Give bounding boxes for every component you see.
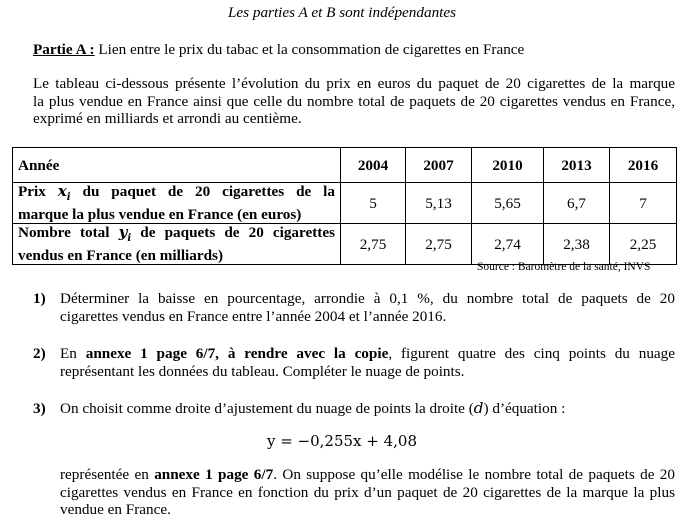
q3-pre: On choisit comme droite d’ajustement du nuage de points la droite ( bbox=[60, 400, 474, 417]
part-a-label: Partie A : bbox=[33, 41, 95, 58]
intro-line: exprimé en milliards et arrondi au centième. bbox=[33, 110, 302, 127]
count-value-cell: 2,38 bbox=[544, 224, 610, 265]
table-row bbox=[13, 183, 677, 224]
question-3-continuation bbox=[60, 466, 675, 519]
table-source: Source : Baromètre de la santé, INVS bbox=[477, 261, 651, 273]
price-value-cell: 5,13 bbox=[406, 183, 472, 224]
table-row bbox=[13, 224, 677, 265]
count-label-cell bbox=[13, 224, 341, 265]
question-line bbox=[60, 400, 675, 418]
q2-post: , figurent quatre des cinq points du nuage bbox=[388, 345, 675, 362]
question-text bbox=[60, 400, 675, 418]
intro-paragraph bbox=[33, 75, 675, 128]
var-sub-i: i bbox=[127, 233, 132, 245]
var-x: x bbox=[57, 182, 67, 200]
price-value-cell: 7 bbox=[610, 183, 677, 224]
question-line bbox=[60, 345, 675, 363]
table-row bbox=[13, 148, 677, 183]
price-label-post: du paquet de 20 cigarettes de la bbox=[70, 183, 335, 200]
q3-r1-pre: représentée en bbox=[60, 466, 155, 483]
question-1 bbox=[33, 290, 675, 330]
price-label-line1 bbox=[18, 183, 335, 206]
price-label-cell bbox=[13, 183, 341, 224]
price-value-cell: 5,65 bbox=[472, 183, 544, 224]
q3-r1-post: . On suppose qu’elle modélise le nombre total de paquets de 20 bbox=[273, 466, 675, 483]
count-value-cell: 2,75 bbox=[406, 224, 472, 265]
part-a-heading bbox=[33, 41, 524, 59]
count-value-cell: 2,25 bbox=[610, 224, 677, 265]
line-equation: y = −0,255x + 4,08 bbox=[266, 432, 418, 450]
question-line: vendue en France. bbox=[60, 501, 171, 518]
question-line bbox=[60, 466, 675, 484]
price-label-pre: Prix bbox=[18, 183, 58, 200]
var-d: d bbox=[473, 399, 484, 417]
question-2 bbox=[33, 345, 675, 385]
question-number: 1) bbox=[33, 290, 46, 307]
var-sub-i: i bbox=[66, 192, 71, 204]
price-value-cell: 5 bbox=[341, 183, 406, 224]
question-line: cigarettes vendus en France entre l’année 2004 et l’année 2016. bbox=[60, 307, 447, 325]
count-label-pre: Nombre total bbox=[18, 224, 119, 242]
year-cell: 2013 bbox=[544, 148, 610, 183]
question-line: cigarettes vendus en France en fonction du prix d’un paquet de 20 cigarettes de la marque la plus bbox=[60, 483, 675, 501]
count-value-cell: 2,74 bbox=[472, 224, 544, 265]
part-a-title: Lien entre le prix du tabac et la consommation de cigarettes en France bbox=[94, 41, 525, 58]
annex-reference: annexe 1 page 6/7, à rendre avec la copie bbox=[85, 345, 389, 362]
data-table bbox=[12, 147, 677, 265]
q3-post: ) d’équation : bbox=[483, 400, 566, 417]
question-line: Déterminer la baisse en pourcentage, arrondie à 0,1 %, du nombre total de paquets de 20 bbox=[60, 290, 675, 307]
count-value-cell: 2,75 bbox=[341, 224, 406, 265]
price-value-cell: 6,7 bbox=[544, 183, 610, 224]
q2-pre: En bbox=[60, 345, 86, 362]
price-label-line2: marque la plus vendue en France (en euros) bbox=[18, 206, 302, 224]
question-text bbox=[60, 290, 675, 325]
question-text bbox=[60, 345, 675, 380]
parts-independent-header: Les parties A et B sont indépendantes bbox=[227, 4, 457, 21]
annex-reference: annexe 1 page 6/7 bbox=[154, 466, 274, 483]
year-header-cell: Année bbox=[13, 148, 341, 183]
year-cell: 2010 bbox=[472, 148, 544, 183]
intro-line: la plus vendue en France ainsi que celle du nombre total de paquets de 20 cigarettes vendus en France, bbox=[33, 92, 675, 110]
question-number: 3) bbox=[33, 400, 46, 417]
year-cell: 2004 bbox=[341, 148, 406, 183]
question-line: représentant les données du tableau. Compléter le nuage de points. bbox=[60, 362, 465, 380]
intro-line: Le tableau ci-dessous présente l’évolution du prix en euros du paquet de 20 cigarettes de la marque bbox=[33, 75, 675, 92]
var-y: y bbox=[118, 223, 128, 242]
year-cell: 2007 bbox=[406, 148, 472, 183]
year-cell: 2016 bbox=[610, 148, 677, 183]
count-label-post: de paquets de 20 cigarettes bbox=[131, 224, 336, 242]
question-number: 2) bbox=[33, 345, 46, 362]
question-3 bbox=[33, 400, 675, 422]
count-label-line1 bbox=[18, 224, 335, 247]
count-label-line2: vendus en France (en milliards) bbox=[18, 247, 224, 265]
